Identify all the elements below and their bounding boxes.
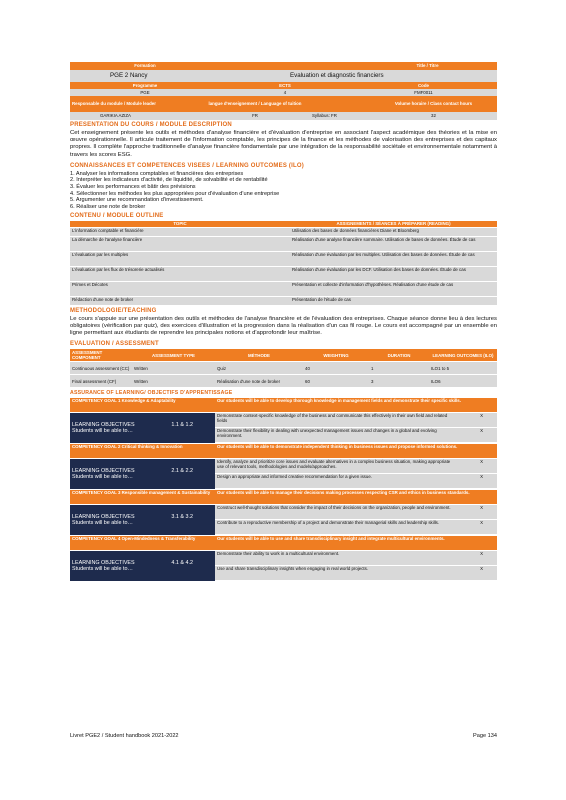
competency-goal-row	[70, 398, 497, 413]
assurance-table	[70, 398, 497, 582]
objective-mark: X	[480, 413, 483, 419]
objective-item	[215, 520, 497, 535]
objective-text: Demonstrate context-specific knowledge of the business and communicate this effectively in their own field and related fields	[217, 413, 448, 424]
competency-goal-desc: Our students will be able to demonstrate independent thinking in business issues and propose informed solutions.	[217, 444, 458, 450]
outcome-item: 4. Sélectionner les méthodes les plus appropriées pour d'évaluation d'une entreprise	[70, 190, 280, 197]
programme-value-row	[70, 89, 497, 96]
competency-goal-title: COMPETENCY GOAL 1 Knowledge & Adaptability	[72, 398, 176, 404]
objectives-sub: Students will be able to…	[72, 566, 133, 573]
competency-goal-desc: Our students will be able to manage their decisions making processes respecting CSR and ethics in business standards.	[217, 490, 470, 496]
presentation-text: Cet enseignement présente les outils et méthodes d'analyse financière et d'évaluation d'entreprise en associant l'aspect académique des théories et la mise en œuvre opérationnelle. Il articule traitement de l'information comptable, les principes de la finance et les méthodes de valorisation des entreprises et des capitaux propres. Il complète l'approche traditionnelle d'analyse financière fondamentale par une intégration de la responsabilité sociétale et environnementale notamment à travers les scores ESG.	[70, 129, 497, 158]
outline-heading: CONTENU / MODULE OUTLINE	[70, 212, 164, 219]
objective-mark: X	[480, 551, 483, 557]
module-info-value-row	[70, 112, 497, 120]
programme-value: PGE	[140, 89, 150, 95]
objective-text: Use and share transdisciplinary insights when engaging in real world projects.	[217, 566, 369, 572]
objectives-label: LEARNING OBJECTIVES	[72, 560, 135, 567]
ects-label: ECTS	[279, 82, 291, 88]
objective-item	[215, 428, 497, 443]
title-label: Title / Titre	[416, 63, 439, 69]
learning-objectives-cell	[70, 505, 215, 535]
assurance-heading: ASSURANCE OF LEARNING/ OBJECTIFS D'APPRENTISSAGE	[70, 390, 233, 397]
objective-text: Demonstrate their ability to work in a multicultural environment.	[217, 551, 340, 557]
outline-table	[70, 221, 497, 306]
objectives-sub: Students will be able to…	[72, 474, 133, 481]
outcome-item: 6. Réaliser une note de broker	[70, 204, 146, 211]
outline-assign: Utilisation des bases de données financières Diane et Bloomberg	[292, 227, 419, 233]
outline-topic: La démarche de l'analyse financière	[72, 236, 143, 242]
outline-col-topic: TOPIC	[173, 221, 187, 227]
objective-mark: X	[480, 428, 483, 434]
module-leader-value: GARIKIA AZIZA	[100, 113, 131, 119]
methodology-text: Le cours s'appuie sur une présentation des outils et méthodes de l'analyse financière et de l'évaluation des entreprises. Chaque séance donne lieu à des lectures obligatoires (vérification par quiz), des exercices d'illustration et la progression dans la réalisation d'un cas fil rouge. Le cours est accompagné par un ensemble en ligne permettant aux étudiants de reprendre les principales notions et d'approfondir leur maîtrise.	[70, 315, 497, 336]
programme-header-row	[70, 82, 497, 89]
hours-value: 32	[431, 113, 436, 119]
syllabus-value: Syllabus: FR	[312, 113, 337, 119]
objectives-label: LEARNING OBJECTIVES	[72, 422, 135, 429]
objectives-ids: 4.1 & 4.2	[171, 560, 193, 567]
table-row	[70, 297, 497, 306]
objectives-sub: Students will be able to…	[72, 520, 133, 527]
hours-label: Volume horaire / Class contact hours	[394, 101, 473, 107]
methodology-heading: METHODOLOGIE/TEACHING	[70, 307, 157, 314]
page-footer	[70, 733, 497, 739]
objectives-ids: 1.1 & 1.2	[171, 422, 193, 429]
competency-goal-row	[70, 536, 497, 551]
objective-text: Construct well-thought solutions that consider the impact of their decisions on the organization, people and environment.	[217, 505, 451, 511]
eval-col-component: ASSESSMENT COMPONENT	[72, 350, 103, 361]
objective-text: Identify, analyze and prioritize core issues and evaluate alternatives in a complex business situation, making appropriate use of relevant tools, methodologies and models/approaches.	[217, 459, 451, 470]
outline-topic: L'information comptable et financière	[72, 227, 144, 233]
eval-method: Réalisation d'une note de broker	[217, 378, 281, 384]
outline-topic: L'évaluation par les flux de trésorerie actualisés	[72, 266, 165, 272]
objective-item	[215, 474, 497, 489]
learning-objectives-cell	[70, 551, 215, 581]
objectives-sub: Students will be able to…	[72, 428, 133, 435]
module-title: Evaluation et diagnostic financiers	[290, 72, 384, 80]
objectives-ids: 3.1 & 3.2	[171, 514, 193, 521]
objective-mark: X	[480, 520, 483, 526]
table-row	[70, 237, 497, 252]
evaluation-heading: EVALUATION / ASSESSMENT	[70, 341, 159, 348]
outline-topic: Primes et Décotes	[72, 281, 108, 287]
table-row	[70, 228, 497, 237]
objective-item	[215, 505, 497, 520]
code-value: FMF0011	[414, 89, 433, 95]
eval-ilo: ILO1 to 5	[431, 365, 450, 371]
eval-col-duration: DURATION	[387, 352, 411, 358]
outline-header	[70, 221, 497, 228]
objective-item	[215, 459, 497, 474]
objective-text: Demonstrate their flexibility in dealing with unexpected management issues and changes in a global and evolving environment.	[217, 428, 437, 439]
language-value: FR	[252, 113, 258, 119]
programme-label: Programme	[132, 82, 158, 88]
module-info-header-row	[70, 96, 497, 112]
eval-component: Continuous assessment (CC)	[72, 365, 130, 371]
outcome-item: 5. Argumenter une recommandation d'investissement.	[70, 197, 204, 204]
eval-duration: 1	[371, 365, 374, 371]
outline-topic: L'évaluation par les multiples	[72, 251, 129, 257]
objective-item	[215, 551, 497, 566]
outline-topic: Rédaction d'une note de broker	[72, 296, 134, 302]
objective-mark: X	[480, 566, 483, 572]
table-row	[70, 362, 497, 375]
footer-handbook: Livret PGE2 / Student handbook 2021-2022	[70, 733, 179, 739]
outcome-item: 1. Analyser les informations comptables et financières des entreprises	[70, 170, 244, 177]
eval-weight: 40	[305, 365, 310, 371]
ects-value: 4	[283, 89, 287, 95]
outcome-item: 3. Évaluer les performances et bâtir des prévisions	[70, 184, 196, 190]
eval-method: Quiz	[217, 365, 227, 371]
outline-assign: Réalisation d'une évaluation par les DCF. Utilisation des bases de données. Étude de cas	[292, 266, 466, 272]
learning-objectives-row	[70, 459, 497, 490]
learning-objectives-row	[70, 413, 497, 444]
learning-objectives-cell	[70, 459, 215, 489]
code-label: Code	[418, 82, 429, 88]
outcome-item: 2. Interpréter les indicateurs d'activité, de liquidité, de solvabilité et de rentabilité	[70, 177, 268, 184]
table-row	[70, 252, 497, 267]
table-row	[70, 267, 497, 282]
eval-col-ilo: LEARNING OUTCOMES (ILO)	[432, 352, 494, 358]
eval-col-weight: WEIGHTING	[323, 352, 349, 358]
presentation-heading: PRESENTATION DU COURS / MODULE DESCRIPTION	[70, 122, 232, 128]
eval-col-method: MÉTHODE	[248, 352, 270, 358]
eval-component: Final assessment (CF)	[72, 378, 117, 384]
objectives-items	[215, 459, 497, 489]
competency-goal-title: COMPETENCY GOAL 4 Open-Mindedness & Transferability	[72, 536, 196, 542]
language-label: langue d'enseignement / Language of tuition	[208, 101, 302, 107]
learning-objectives-row	[70, 551, 497, 582]
eval-ilo: ILO6	[431, 378, 441, 384]
competency-goal-title: COMPETENCY GOAL 2 Critical thinking & Innovation	[72, 444, 183, 450]
objectives-items	[215, 505, 497, 535]
objectives-items	[215, 413, 497, 443]
outline-assign: Présentation de l'étude de cas	[292, 296, 351, 302]
outline-col-assign: ASSIGNEMENTS / SÉANCES À PRÉPARER (READING)	[336, 221, 451, 227]
learning-objectives-cell	[70, 413, 215, 443]
competency-goal-row	[70, 490, 497, 505]
program-text: PGE 2 Nancy	[110, 72, 148, 80]
outline-assign: Réalisation d'une évaluation par les multiples. Utilisation des bases de données. Étude de cas	[292, 251, 475, 257]
competency-goal-title: COMPETENCY GOAL 3 Responsible management & Sustainability	[72, 490, 211, 496]
table-row	[70, 282, 497, 297]
objective-item	[215, 413, 497, 428]
objectives-label: LEARNING OBJECTIVES	[72, 468, 135, 475]
program-title-row	[70, 70, 497, 82]
footer-page-number: Page 134	[473, 733, 497, 739]
eval-duration: 3	[371, 378, 374, 384]
objective-item	[215, 566, 497, 581]
competency-goal-desc: Our students will be able to use and share transdisciplinary insight and integrate multicultural environments.	[217, 536, 445, 542]
learning-objectives-row	[70, 505, 497, 536]
objective-mark: X	[480, 474, 483, 480]
table-row	[70, 375, 497, 388]
objective-text: Contribute to a reproductive membership of a project and demonstrate their managerial skills and leadership skills.	[217, 520, 440, 526]
evaluation-table	[70, 349, 497, 388]
competency-goal-desc: Our students will be able to develop thorough knowledge in management fields and demonstrate their specific skills.	[217, 398, 461, 404]
outline-assign: Présentation et collecte d'information d'hypothèses. Réalisation d'une étude de cas	[292, 281, 454, 287]
eval-type: Written	[134, 365, 148, 371]
outcomes-heading: CONNAISSANCES ET COMPETENCES VISEES / LEARNING OUTCOMES (ILO)	[70, 162, 304, 169]
objective-text: Design an appropriate and informed creative recommendation for a given issue.	[217, 474, 372, 480]
objective-mark: X	[480, 505, 483, 511]
eval-col-type: ASSESSMENT TYPE	[152, 352, 195, 358]
course-sheet	[70, 62, 497, 582]
objectives-ids: 2.1 & 2.2	[171, 468, 193, 475]
objective-mark: X	[480, 459, 483, 465]
evaluation-header	[70, 349, 497, 362]
objectives-items	[215, 551, 497, 581]
module-leader-label: Responsable du module / Module leader	[72, 101, 156, 107]
formation-header-row	[70, 62, 497, 70]
competency-goal-row	[70, 444, 497, 459]
outcomes-list	[70, 171, 497, 211]
objectives-label: LEARNING OBJECTIVES	[72, 514, 135, 521]
outline-assign: Réalisation d'une analyse financière sommaire. Utilisation de bases de données. Étude de cas	[292, 236, 476, 242]
formation-label: Formation	[134, 63, 156, 69]
eval-weight: 60	[305, 378, 310, 384]
eval-type: Written	[134, 378, 148, 384]
